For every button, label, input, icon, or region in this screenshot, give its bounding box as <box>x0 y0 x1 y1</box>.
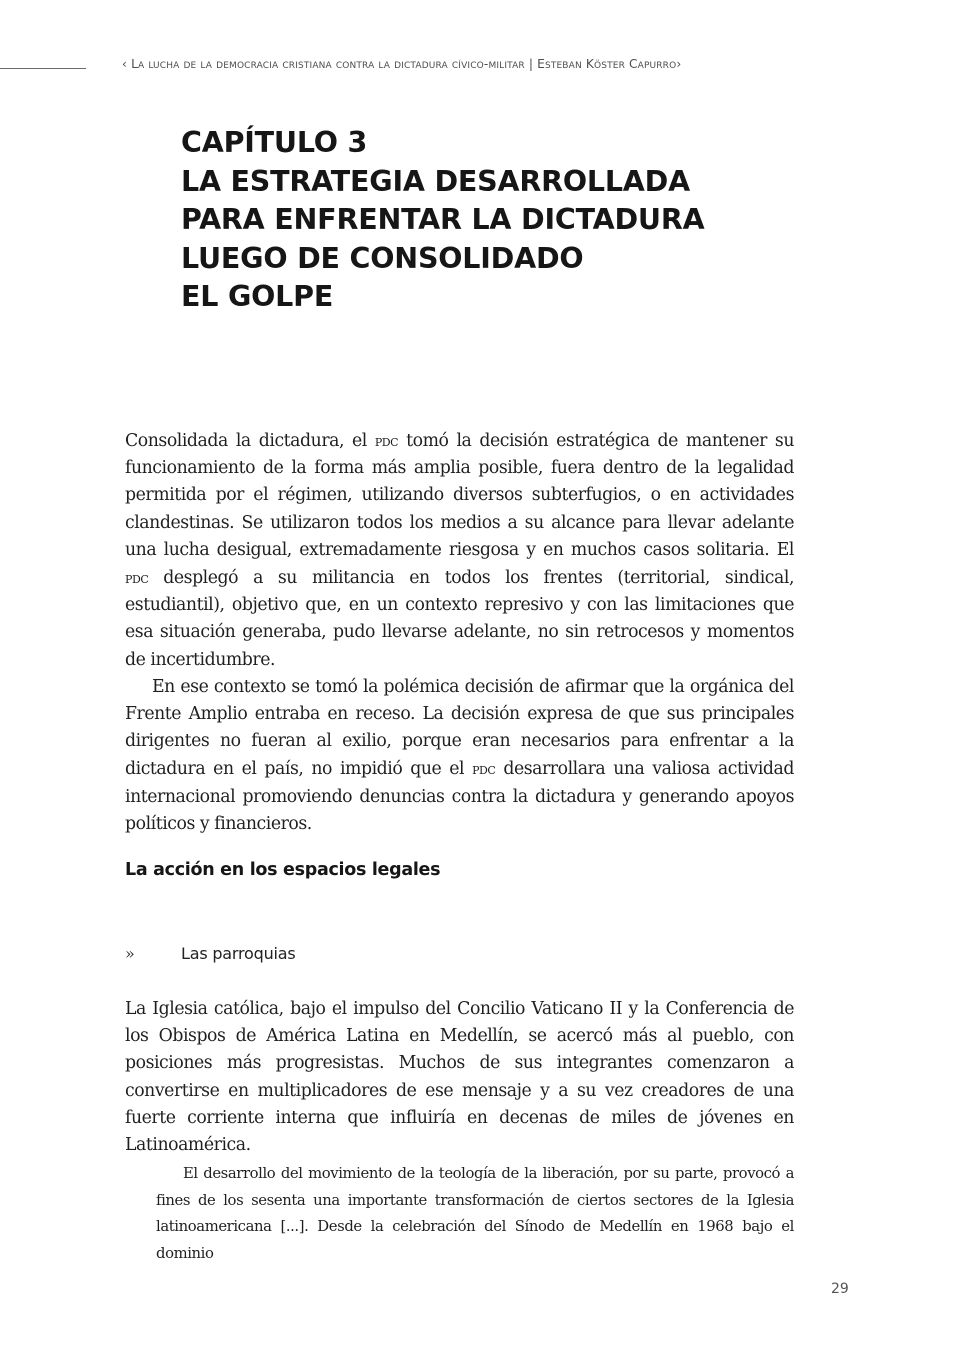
text-run: Consolidada la dictadura, el <box>125 431 375 451</box>
intro-paragraph-1 <box>125 427 794 674</box>
text-run: tomó la decisión estratégica de mantener su funcionamiento de la forma más amplia posible, fuera dentro de la legalidad permitida por el régimen, utilizando diversos subterfugios, o en actividades clandestinas. Se utilizaron todos los medios a su alcance para llevar adelante una lucha desigual, extremadamente riesgosa y en muchos casos solitaria. El <box>125 431 794 560</box>
text-run: desplegó a su militancia en todos los frentes (territorial, sindical, estudiantil), objetivo que, en un contexto represivo y con las limitaciones que esa situación generaba, pudo llevarse adelante, no sin retrocesos y momentos de incertidumbre. <box>125 568 794 670</box>
abbreviation: pdc <box>472 759 496 779</box>
block-quote-text: El desarrollo del movimiento de la teología de la liberación, por su parte, provocó a fines de los sesenta una importante transformación de ciertos sectores de la Iglesia latinoamericana [...]. Desde la celebración del Sínodo de Medellín en 1968 bajo el dominio <box>156 1165 794 1262</box>
chapter-title-line: LUEGO DE CONSOLIDADO <box>181 241 584 275</box>
header-separator: | <box>524 57 538 71</box>
text-run: En ese contexto se tomó la polémica decisión de afirmar que la orgánica del Frente Amplio entraba en receso. La decisión expresa de que sus principales dirigentes no fueran al exilio, porque eran necesarios para enfrentar a la dictadura en el país, no impidió que el <box>125 676 794 780</box>
header-book-title: La lucha de la democracia cristiana contra la dictadura cívico-militar <box>131 57 525 71</box>
header-left-bracket: ‹ <box>122 57 128 71</box>
abbreviation: pdc <box>125 568 149 588</box>
abbreviation: pdc <box>374 431 399 450</box>
body-paragraph: La Iglesia católica, bajo el impulso del Concilio Vaticano II y la Conferencia de los Obispos de América Latina en Medellín, se acercó más al pueblo, con posiciones más progresistas. Muchos de sus integrantes comenzaron a convertirse en multiplicadores de ese mensaje y a su vez creadores de una fuerte corriente interna que influiría en decenas de miles de jóvenes en Latinoamérica. <box>125 999 794 1156</box>
header-rule <box>0 68 86 69</box>
intro-paragraph-2 <box>125 674 794 838</box>
chapter-title-line: PARA ENFRENTAR LA DICTADURA <box>181 203 705 236</box>
chapter-title-line: CAPÍTULO 3 <box>181 126 368 159</box>
block-quote <box>156 1161 794 1267</box>
chapter-title <box>181 124 821 317</box>
text-run: desarrollara una valiosa actividad internacional promoviendo denuncias contra la dictadura y generando apoyos políticos y financieros. <box>125 759 794 834</box>
chapter-title-line: EL GOLPE <box>181 280 334 313</box>
section-heading: La acción en los espacios legales <box>125 860 441 880</box>
header-author: Esteban Köster Capurro <box>537 57 677 71</box>
subsection-heading: Las parroquias <box>181 944 296 963</box>
header-right-bracket: › <box>676 57 682 71</box>
subsection-marker: » <box>125 944 135 963</box>
page-number: 29 <box>831 1281 849 1297</box>
running-header <box>122 57 812 71</box>
chapter-title-line: LA ESTRATEGIA DESARROLLADA <box>181 164 690 198</box>
intro-text <box>125 427 794 838</box>
